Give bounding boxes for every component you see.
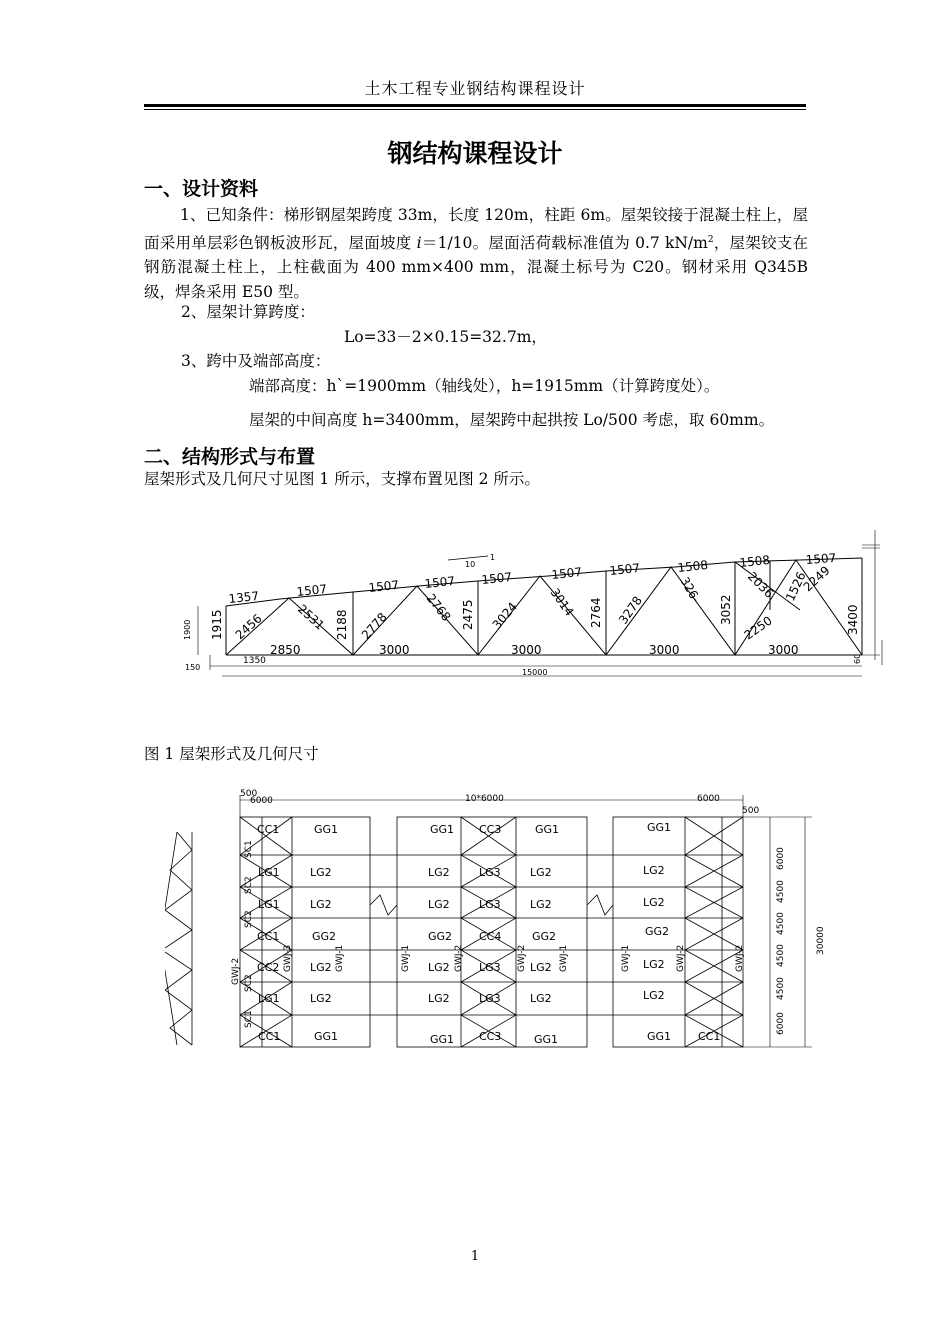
label-right-end: CC1 [698,1030,721,1043]
top-chord-label-7: 1507 [608,560,641,578]
item3-line2: 屋架的中间高度 h=3400mm，屋架跨中起拱按 Lo/500 考虑，取 60mm。 [249,411,775,429]
label-righta-1: GG1 [647,821,672,834]
dim-top-500-left: 500 [240,789,258,799]
dim-right-1: 6000 [776,847,786,870]
bottom-chord-label-3: 3000 [511,643,542,657]
top-chord-label-8: 1508 [676,557,709,575]
label-midb-7: CC3 [479,1030,502,1043]
bottom-chord-label-1: 2850 [270,643,301,657]
vlabel-gwj1-b: GWJ-1 [401,944,411,972]
vlabel-sc2-2: SC2 [244,910,254,928]
vlabel-gwj1-a: GWJ-1 [335,944,345,972]
member-label-1: 2456 [232,611,265,643]
vlabel-gwj2-b: GWJ-2 [454,944,464,972]
mid-height-label: 3400 [846,604,860,635]
label-left-5: CC2 [257,961,280,974]
page-title: 钢结构课程设计 [387,139,563,168]
item2-label: 2、屋架计算跨度： [181,303,315,321]
label-mida-5: LG2 [428,961,450,974]
label-left-4: CC1 [257,930,280,943]
label-leftmid-6: LG2 [310,992,332,1005]
label-midc-4: GG2 [532,930,557,943]
header-rule-thick [144,104,806,107]
bottom-chord-label-4: 3000 [649,643,680,657]
member-label-15: 2250 [741,613,775,643]
member-label-10: 3278 [615,593,645,627]
vlabel-sc2-1: SC2 [244,876,254,894]
vlabel-gwj3: GWJ-3 [283,944,293,972]
top-chord-label-3: 1507 [367,577,400,595]
label-midb-5: LG3 [479,961,501,974]
offset-150-label: 150 [185,663,201,672]
page-number: 1 [470,1249,480,1264]
label-mida-2: LG2 [428,866,450,879]
dim-top-6000-left: 6000 [250,796,273,806]
bottom-chord-label-2: 3000 [379,643,410,657]
label-righta-2: LG2 [643,864,665,877]
section1-heading: 一、设计资料 [144,178,259,200]
top-chord-label-9: 1508 [738,552,771,570]
vlabel-sc1-bottom: SC1 [244,1010,254,1028]
label-midb-3: LG3 [479,898,501,911]
item3-label: 3、跨中及端部高度： [181,352,331,370]
label-midb-2: LG3 [479,866,501,879]
dim-top-500-right: 500 [742,806,760,816]
label-midc-7: GG1 [534,1033,559,1046]
member-label-16: 2249 [800,563,833,595]
para1-part2: ＝1/10。屋面活荷载标准值为 0.7 kN/m [421,233,708,252]
slope-symbol: i [416,233,422,252]
label-midc-5: LG2 [530,961,552,974]
vlabel-gwj2-e: GWJ-2 [735,944,745,972]
label-left-1: CC1 [257,823,280,836]
end-height-axis-label: 1900 [183,619,192,640]
vlabel-gwj2-d: GWJ-2 [676,944,686,972]
truss-diagram [170,520,890,680]
member-label-13: 2036 [744,569,777,601]
member-label-2: 2531 [294,601,328,633]
camber-label: 60 [853,653,862,664]
top-chord-label-5: 1507 [480,569,513,587]
section2-text: 屋架形式及几何尺寸见图 1 所示，支撑布置见图 2 所示。 [144,470,540,488]
label-midb-1: CC3 [479,823,502,836]
label-midc-3: LG2 [530,898,552,911]
label-mida-4: GG2 [428,930,453,943]
label-left-6: LG1 [258,992,280,1005]
vlabel-sc2-3: SC2 [244,974,254,992]
label-left-2: LG1 [258,866,280,879]
label-midb-4: CC4 [479,930,502,943]
vlabel-gwj2-c: GWJ-2 [517,944,527,972]
member-label-7: 3024 [489,599,520,632]
label-leftmid-7: GG1 [314,1030,339,1043]
slope-rise: 1 [490,553,496,562]
running-header: 土木工程专业钢结构课程设计 [364,79,586,98]
top-chord-label-6: 1507 [550,564,583,582]
label-midc-2: LG2 [530,866,552,879]
para1-part3: ，屋架铰支在钢筋混凝土柱上，上柱截面为 400 mm×400 mm，混凝土标号为 C20。钢材采用 Q345B 级，焊条采用 E50 型。 [144,233,808,301]
vlabel-gwj2-left: GWJ-2 [231,957,241,985]
member-label-4: 2778 [358,609,390,643]
label-leftmid-5: LG2 [310,961,332,974]
member-label-12: 3052 [719,594,733,625]
dim-right-4: 4500 [776,944,786,967]
figure1-caption: 图 1 屋架形式及几何尺寸 [144,745,319,763]
label-midb-6: LG3 [479,992,501,1005]
label-righta-7: GG1 [647,1030,672,1043]
label-midc-1: GG1 [535,823,560,836]
para1-sup: 2 [707,234,714,245]
label-midc-6: LG2 [530,992,552,1005]
vlabel-gwj1-d: GWJ-1 [621,944,631,972]
end-height-label: 1915 [210,609,224,640]
label-leftmid-2: LG2 [310,866,332,879]
dim-total-width: 30000 [816,926,826,955]
label-leftmid-3: LG2 [310,898,332,911]
member-label-9: 2764 [589,597,603,628]
dim-right-3: 4500 [776,912,786,935]
item2-formula: Lo=33－2×0.15=32.7m， [344,328,547,346]
label-righta-5: LG2 [643,958,665,971]
top-chord-label-2: 1507 [295,581,328,599]
member-label-11: 326- [677,574,704,606]
label-leftmid-1: GG1 [314,823,339,836]
label-mida-7: GG1 [430,1033,455,1046]
slope-run: 10 [465,560,476,569]
para1-part1: 1、已知条件：梯形钢屋架跨度 33m，长度 120m，柱距 6m。屋架铰接于混凝土柱上，屋面采用单层彩色钢板波形瓦，屋面坡度 [144,206,808,252]
member-label-6: 2475 [461,599,475,630]
dim-right-2: 4500 [776,880,786,903]
top-chord-label-10: 1507 [805,550,837,567]
dim-right-6: 6000 [776,1012,786,1035]
label-righta-4: GG2 [645,925,670,938]
label-leftmid-4: GG2 [312,930,337,943]
bottom-chord-label-5: 3000 [768,643,799,657]
vlabel-gwj1-c: GWJ-1 [559,944,569,972]
item3-line1: 端部高度：h`=1900mm（轴线处），h=1915mm（计算跨度处）。 [249,377,720,395]
label-righta-6: LG2 [643,989,665,1002]
top-chord-label-4: 1507 [423,573,456,591]
member-label-14: 1526 [783,569,809,604]
label-mida-1: GG1 [430,823,455,836]
label-mida-3: LG2 [428,898,450,911]
member-label-5: 2768 [423,591,454,624]
offset-1350-label: 1350 [243,656,266,666]
top-chord-label-1: 1357 [227,588,260,606]
vlabel-sc1-top: SC1 [244,840,254,858]
section2-heading: 二、结构形式与布置 [144,446,316,468]
label-left-7: CC1 [258,1030,281,1043]
dim-top-10x6000: 10*6000 [465,794,504,804]
label-left-3: LG1 [258,898,280,911]
half-span-label: 15000 [522,668,548,677]
member-label-3: 2188 [335,609,349,640]
header-rule-thin [144,109,806,110]
label-righta-3: LG2 [643,896,665,909]
dim-right-5: 4500 [776,977,786,1000]
member-label-8: 3014 [547,585,577,619]
known-conditions-paragraph [144,203,808,304]
dim-top-6000-right: 6000 [697,794,720,804]
bracing-layout-diagram [165,785,830,1060]
label-mida-6: LG2 [428,992,450,1005]
